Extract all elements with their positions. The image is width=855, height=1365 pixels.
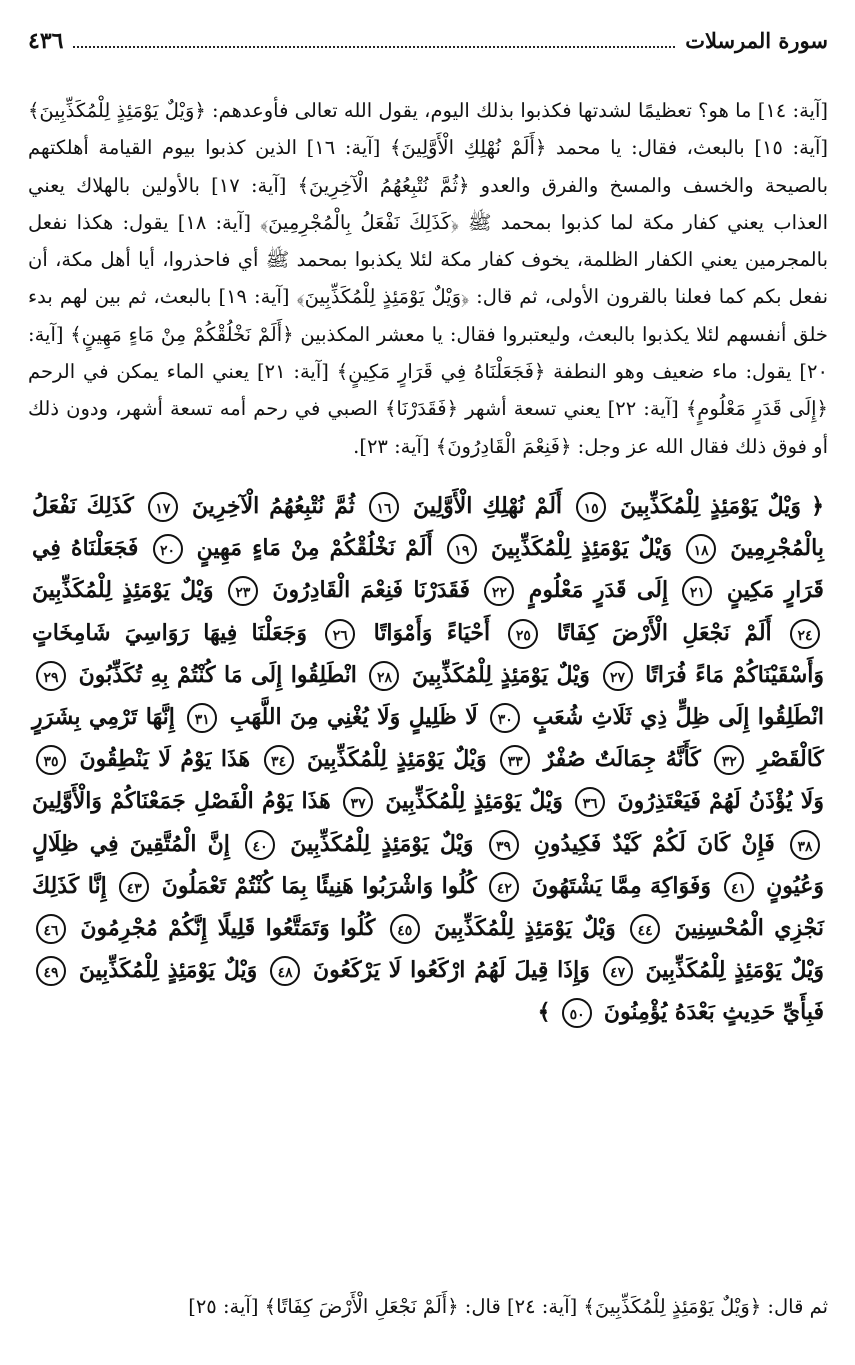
verse-number-marker: ٤١	[724, 872, 754, 902]
surah-title: سورة المرسلات	[685, 28, 828, 53]
verse-number-marker: ٤٠	[245, 830, 275, 860]
verse-text: وَلَا يُؤْذَنُ لَهُمْ فَيَعْتَذِرُونَ	[617, 788, 824, 815]
verse-number-marker: ٤٩	[36, 956, 66, 986]
verse-number-marker: ٣١	[187, 703, 217, 733]
verses-paragraph	[32, 485, 824, 1034]
verse-text: وَيْلٌ يَوْمَئِذٍ لِلْمُكَذِّبِينَ	[78, 957, 258, 984]
verse-number-marker: ٢٤	[790, 619, 820, 649]
header-dotted-leader	[73, 46, 675, 48]
verse-text: وَفَوَاكِهَ مِمَّا يَشْتَهُونَ	[531, 872, 712, 899]
verse-text: فَبِأَيِّ حَدِيثٍ بَعْدَهُ يُؤْمِنُونَ	[603, 999, 824, 1026]
book-page	[28, 28, 828, 1348]
verse-number-marker: ٢٦	[325, 619, 355, 649]
verse-text: فَقَدَرْنَا فَنِعْمَ الْقَادِرُونَ	[272, 577, 470, 604]
verse-text: هَذَا يَوْمُ الْفَصْلِ جَمَعْنَاكُمْ وَالْأَوَّلِينَ	[32, 788, 331, 815]
verse-text: فَجَعَلْنَاهُ فِي قَرَارٍ مَكِينٍ	[32, 535, 824, 604]
verse-text: وَيْلٌ يَوْمَئِذٍ لِلْمُكَذِّبِينَ	[290, 830, 474, 857]
verse-number-marker: ٣٥	[36, 745, 66, 775]
verse-text: لَا ظَلِيلٍ وَلَا يُغْنِي مِنَ اللَّهَبِ	[229, 703, 478, 730]
verse-number-marker: ٢٩	[36, 661, 66, 691]
verse-text: كَذَلِكَ نَفْعَلُ بِالْمُجْرِمِينَ	[32, 492, 824, 562]
closing-quran-bracket: ﴾	[537, 999, 551, 1026]
verse-number-marker: ٢١	[682, 576, 712, 606]
tafsir-commentary	[28, 92, 828, 465]
verse-text: وَيْلٌ يَوْمَئِذٍ لِلْمُكَذِّبِينَ	[412, 661, 590, 688]
verse-text: وَيْلٌ يَوْمَئِذٍ لِلْمُكَذِّبِينَ	[32, 577, 214, 604]
verse-number-marker: ٣٧	[343, 787, 373, 817]
verse-number-marker: ٣٢	[714, 745, 744, 775]
verse-text: وَإِذَا قِيلَ لَهُمُ ارْكَعُوا لَا يَرْكَعُونَ	[312, 957, 590, 984]
verse-text: ثُمَّ نُتْبِعُهُمُ الْآخِرِينَ	[191, 492, 355, 519]
commentary-continuation: ثم قال: ﴿وَيْلٌ يَوْمَئِذٍ لِلْمُكَذِّبِينَ﴾ [آية: ٢٤] قال: ﴿أَلَمْ نَجْعَلِ الْأَرْضَ كِفَاتًا﴾ [آية: ٢٥]	[188, 1295, 828, 1318]
verse-number-marker: ١٧	[148, 492, 178, 522]
verse-number-marker: ٤٢	[489, 872, 519, 902]
verse-number-marker: ٣٩	[489, 830, 519, 860]
page-number: ٤٣٦	[28, 28, 64, 54]
verse-text: إِنَّا كَذَلِكَ نَجْزِي الْمُحْسِنِينَ	[32, 872, 824, 941]
verse-number-marker: ٢٥	[508, 619, 538, 649]
verse-number-marker: ٢٧	[603, 661, 633, 691]
verse-number-marker: ٣٣	[500, 745, 530, 775]
verse-text: كُلُوا وَتَمَتَّعُوا قَلِيلًا إِنَّكُمْ مُجْرِمُونَ	[80, 915, 376, 941]
verse-text: أَحْيَاءً وَأَمْوَاتًا	[373, 619, 491, 646]
verse-text: أَلَمْ نَخْلُقْكُمْ مِنْ مَاءٍ مَهِينٍ	[196, 535, 433, 562]
verse-number-marker: ٣٤	[264, 745, 294, 775]
verse-text: وَيْلٌ يَوْمَئِذٍ لِلْمُكَذِّبِينَ	[385, 788, 563, 815]
verse-number-marker: ٤٨	[270, 956, 300, 986]
verse-text: وَيْلٌ يَوْمَئِذٍ لِلْمُكَذِّبِينَ	[434, 915, 616, 941]
verse-text: إِنَّهَا تَرْمِي بِشَرَرٍ كَالْقَصْرِ	[32, 703, 824, 773]
page-header	[28, 28, 828, 72]
verse-number-marker: ١٨	[686, 534, 716, 564]
verse-text: كَأَنَّهُ جِمَالَتٌ صُفْرٌ	[543, 746, 701, 773]
verse-text: أَلَمْ نَجْعَلِ الْأَرْضَ كِفَاتًا	[556, 619, 772, 646]
verse-text: فَإِنْ كَانَ لَكُمْ كَيْدٌ فَكِيدُونِ	[533, 830, 775, 857]
verse-number-marker: ٢٢	[484, 576, 514, 606]
verse-text: هَذَا يَوْمُ لَا يَنْطِقُونَ	[79, 746, 251, 773]
verse-text: إِلَى قَدَرٍ مَعْلُومٍ	[528, 577, 669, 604]
verse-number-marker: ١٦	[369, 492, 399, 522]
verse-number-marker: ٣٦	[575, 787, 605, 817]
verse-number-marker: ٢٨	[369, 661, 399, 691]
verse-number-marker: ١٩	[447, 534, 477, 564]
verse-text: إِنَّ الْمُتَّقِينَ فِي ظِلَالٍ وَعُيُونٍ	[32, 830, 824, 899]
verse-number-marker: ٤٧	[603, 956, 633, 986]
verse-number-marker: ٤٦	[36, 914, 66, 944]
verse-number-marker: ٣٨	[790, 830, 820, 860]
verse-text: وَيْلٌ يَوْمَئِذٍ لِلْمُكَذِّبِينَ	[645, 957, 824, 984]
verse-number-marker: ٥٠	[562, 998, 592, 1028]
quran-verses-block	[28, 485, 828, 1034]
verse-number-marker: ٤٥	[390, 914, 420, 944]
verse-text: وَيْلٌ يَوْمَئِذٍ لِلْمُكَذِّبِينَ	[490, 535, 672, 562]
verse-number-marker: ٢٣	[228, 576, 258, 606]
verse-number-marker: ٤٣	[119, 872, 149, 902]
verse-number-marker: ٢٠	[153, 534, 183, 564]
commentary-paragraph: [آية: ١٤] ما هو؟ تعظيمًا لشدتها فكذبوا بذلك اليوم، يقول الله تعالى فأوعدهم: ﴿وَيْلٌ يَوْمَئِذٍ لِلْمُكَذِّبِينَ﴾ [آية: ١٥] بالبعث، فقال: يا محمد ﴿أَلَمْ نُهْلِكِ الْأَوَّلِينَ﴾ [آية: ١٦] الذين كذبوا بيوم القيامة أهلكتهم بالصيحة والخسف والمسخ والفرق والعدو ﴿ثُمَّ نُتْبِعُهُمُ الْآخِرِينَ﴾ [آية: ١٧] بالأولين بالهلاك يعني العذاب يعني كفار مكة لما كذبوا بمحمد ﷺ ﴿كَذَلِكَ نَفْعَلُ بِالْمُجْرِمِينَ﴾ [آية: ١٨] يقول: هكذا نفعل بالمجرمين يعني الكفار الظلمة، يخوف كفار مكة لئلا يكذبوا بمحمد ﷺ أي فاحذروا، أيا أهل مكة، أن نفعل بكم كما فعلنا بالقرون الأولى، ثم قال: ﴿وَيْلٌ يَوْمَئِذٍ لِلْمُكَذِّبِينَ﴾ [آية: ١٩] بالبعث، ثم بين لهم بدء خلق أنفسهم لئلا يكذبوا بالبعث، وليعتبروا فقال: يا معشر المكذبين ﴿أَلَمْ نَخْلُقْكُمْ مِنْ مَاءٍ مَهِينٍ﴾ [آية: ٢٠] يقول: ماء ضعيف وهو النطفة ﴿فَجَعَلْنَاهُ فِي قَرَارٍ مَكِينٍ﴾ [آية: ٢١] يعني الماء يمكن في الرحم ﴿إِلَى قَدَرٍ مَعْلُومٍ﴾ [آية: ٢٢] يعني تسعة أشهر ﴿فَقَدَرْنَا﴾ الصبي في رحم أمه تسعة أشهر، ودون ذلك أو فوق ذلك فقال الله عز وجل: ﴿فَنِعْمَ الْقَادِرُونَ﴾ [آية: ٢٣].	[28, 99, 828, 458]
verse-number-marker: ٤٤	[630, 914, 660, 944]
verse-number-marker: ١٥	[576, 492, 606, 522]
verse-text: أَلَمْ نُهْلِكِ الْأَوَّلِينَ	[413, 492, 563, 519]
verse-text: كُلُوا وَاشْرَبُوا هَنِيئًا بِمَا كُنْتُمْ تَعْمَلُونَ	[161, 872, 477, 899]
verse-number-marker: ٣٠	[490, 703, 520, 733]
verse-text: انْطَلِقُوا إِلَى ظِلٍّ ذِي ثَلَاثِ شُعَبٍ	[532, 703, 824, 730]
verse-text: انْطَلِقُوا إِلَى مَا كُنْتُمْ بِهِ تُكَذِّبُونَ	[78, 661, 357, 688]
verse-text: وَيْلٌ يَوْمَئِذٍ لِلْمُكَذِّبِينَ	[307, 746, 487, 773]
verse-text: ﴿ وَيْلٌ يَوْمَئِذٍ لِلْمُكَذِّبِينَ	[620, 492, 824, 519]
verse-text: وَجَعَلْنَا فِيهَا رَوَاسِيَ شَامِخَاتٍ وَأَسْقَيْنَاكُمْ مَاءً فُرَاتًا	[32, 619, 824, 688]
